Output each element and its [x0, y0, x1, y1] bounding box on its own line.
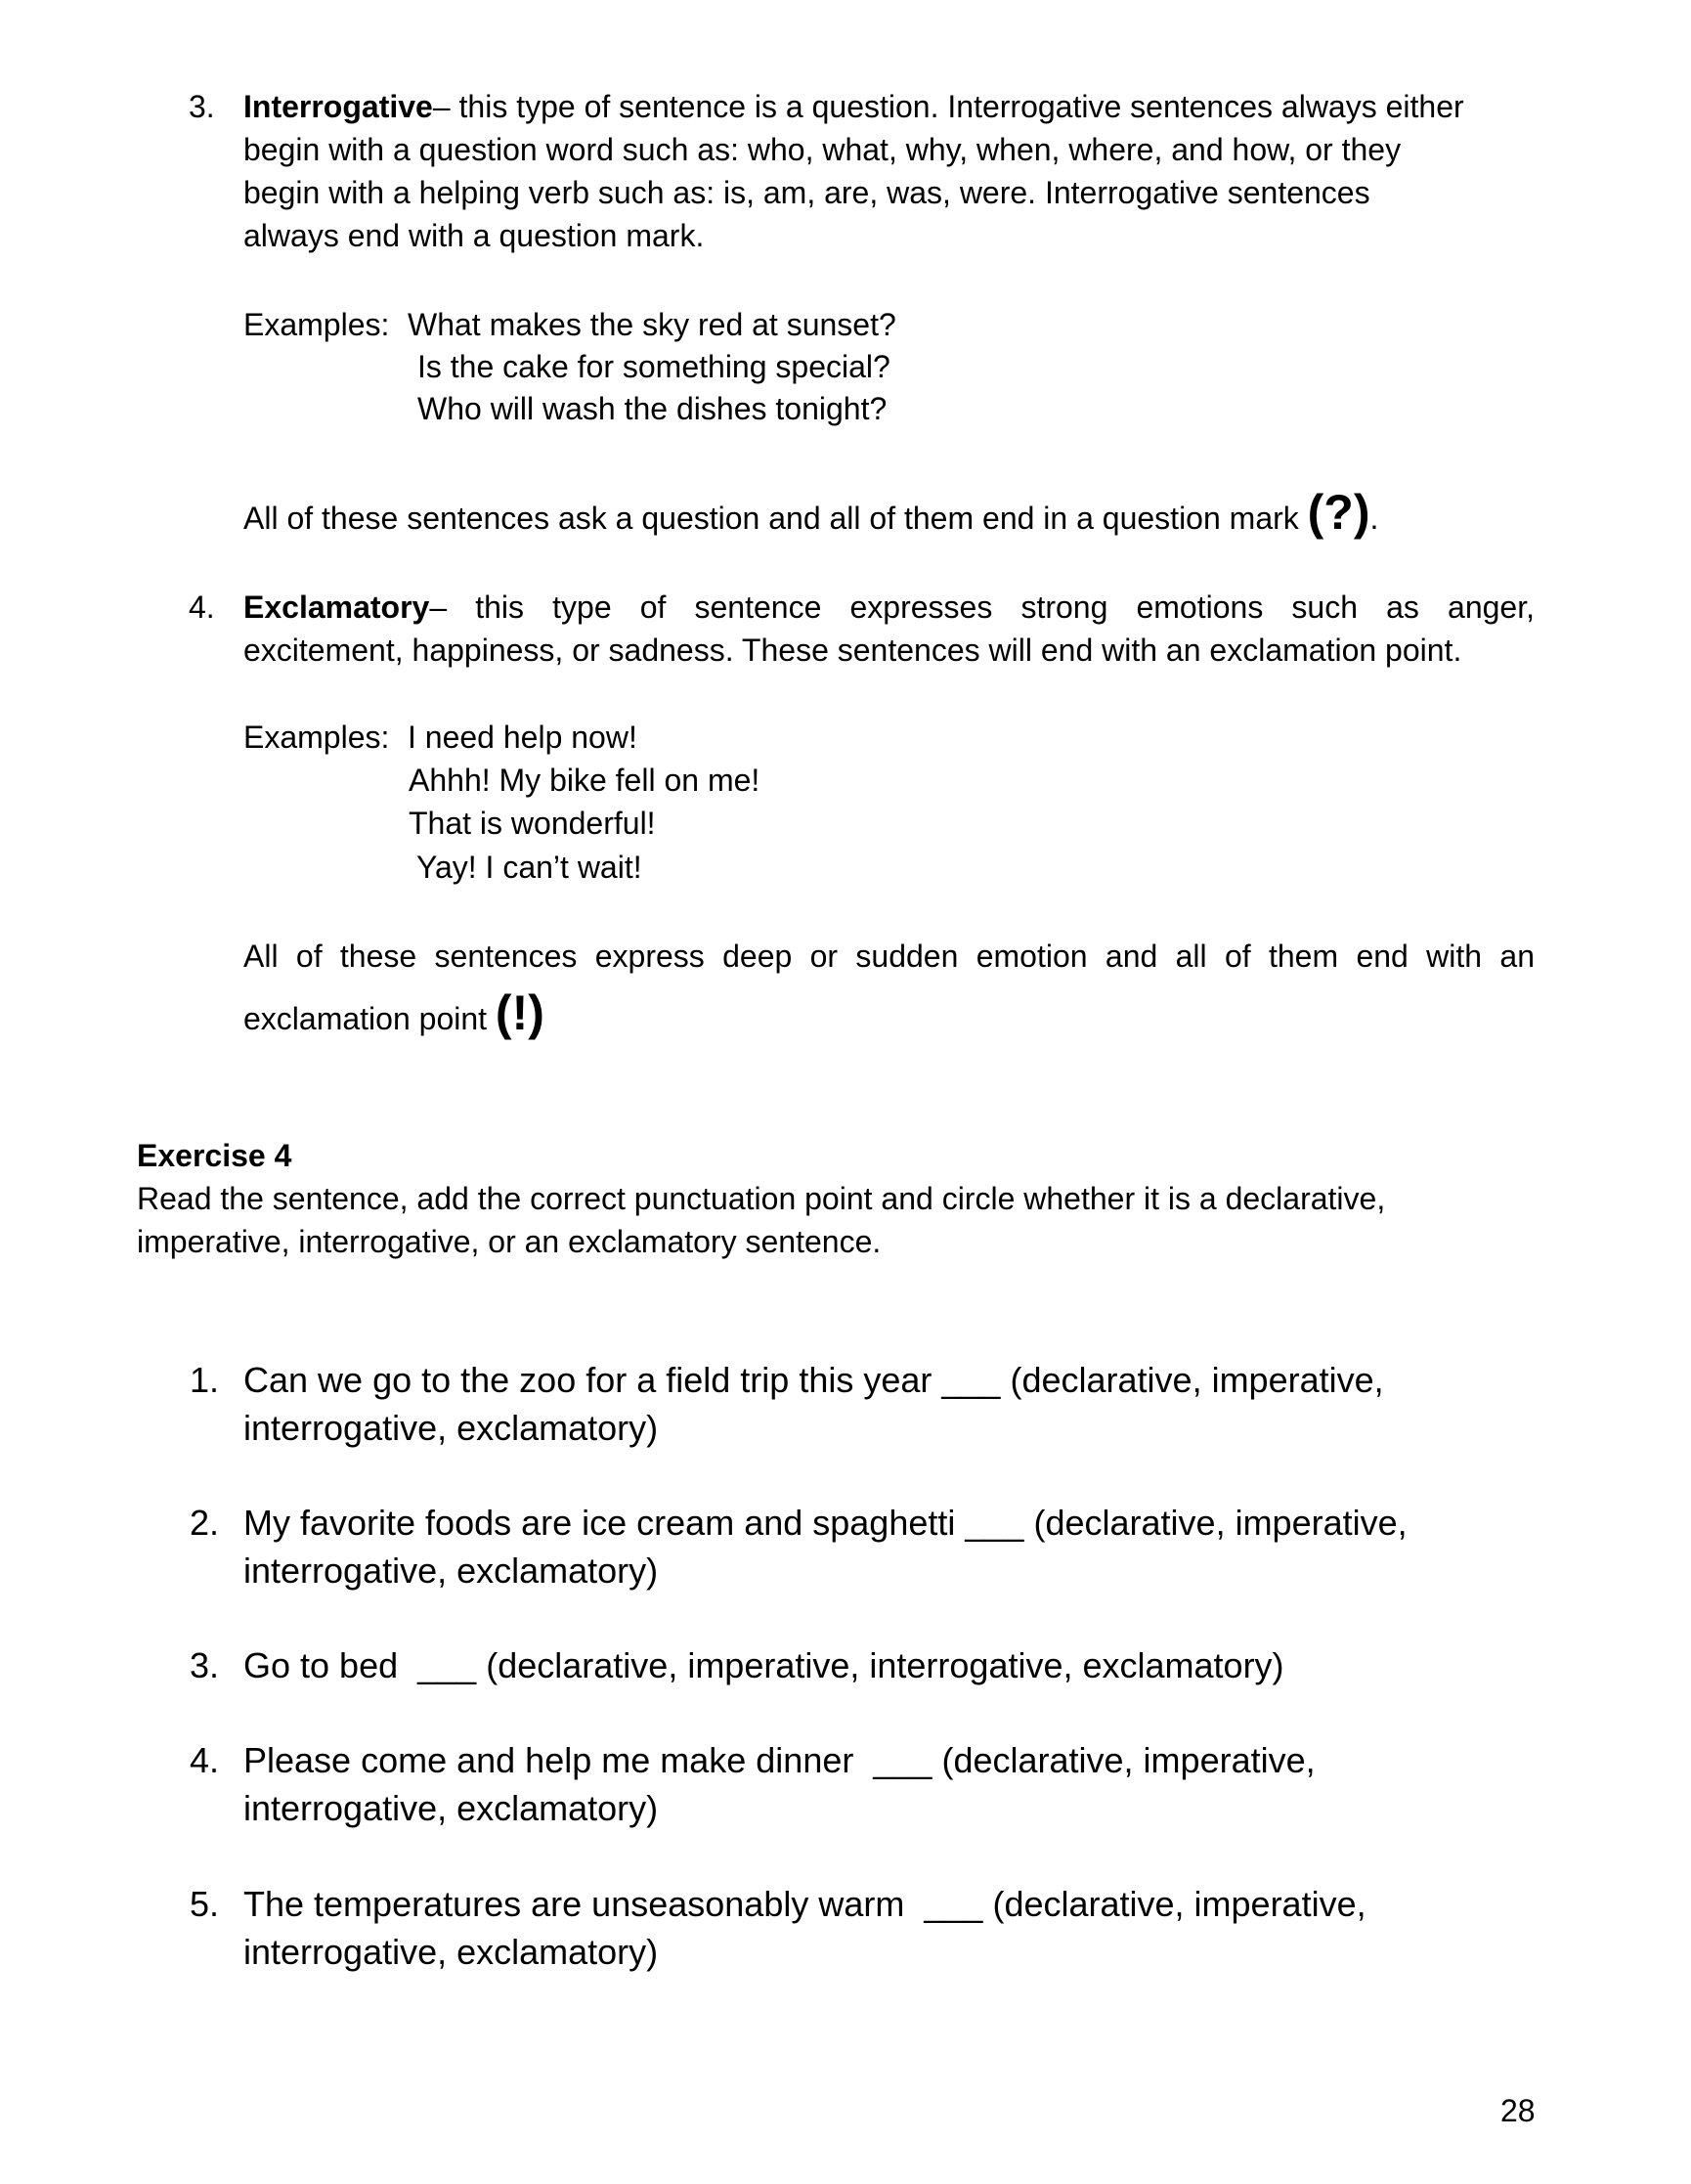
item-options[interactable]: interrogative, exclamatory) [243, 1788, 659, 1828]
item-options[interactable]: (declarative, imperative, [1033, 1503, 1408, 1543]
answer-blank[interactable]: ___ [965, 1503, 1024, 1543]
exclamation-point-symbol: (!) [495, 985, 544, 1040]
item-line [243, 1884, 1366, 1924]
answer-blank[interactable]: ___ [417, 1645, 477, 1685]
exercise-title: Exercise 4 [137, 1138, 292, 1173]
interrogative-definition-line: Interrogative– this type of sentence is a question. Interrogative sentences always either [243, 89, 1464, 124]
item-options[interactable]: (declarative, imperative, interrogative, exclamatory) [486, 1645, 1284, 1685]
answer-blank[interactable]: ___ [941, 1360, 1001, 1400]
term-exclamatory: Exclamatory [243, 590, 430, 625]
item-line [243, 1740, 1316, 1780]
item-sentence: Please come and help me make dinner [243, 1740, 854, 1780]
item-number: 5. [190, 1884, 220, 1924]
item-number: 4. [190, 1740, 220, 1780]
term-interrogative: Interrogative [243, 89, 433, 124]
example-sentence: Who will wash the dishes tonight? [417, 391, 888, 426]
exclamatory-summary-line: exclamation point (!) [243, 985, 544, 1040]
example-sentence: Ahhh! My bike fell on me! [409, 763, 760, 798]
item-line [243, 1360, 1384, 1400]
example-sentence: Is the cake for something special? [417, 349, 890, 384]
example-sentence: What makes the sky red at sunset? [408, 307, 896, 342]
item-number: 1. [190, 1360, 220, 1400]
exclamatory-summary-line: All of these sentences express deep or sudden emotion and all of them end with an [243, 939, 1535, 974]
interrogative-definition-line: begin with a question word such as: who, what, why, when, where, and how, or they [243, 132, 1402, 167]
item-number: 2. [190, 1503, 220, 1543]
item-line [243, 1645, 1284, 1685]
item-options[interactable]: (declarative, imperative, [992, 1884, 1366, 1924]
item-options[interactable]: interrogative, exclamatory) [243, 1408, 659, 1448]
example-sentence: I need help now! [408, 720, 637, 755]
examples-label: Examples: [243, 307, 390, 342]
exercise-instructions: imperative, interrogative, or an exclamatory sentence. [137, 1224, 882, 1259]
item-sentence: Go to bed [243, 1645, 399, 1685]
exclamatory-definition-line: excitement, happiness, or sadness. These sentences will end with an exclamation point. [243, 633, 1462, 668]
examples-label: Examples: [243, 720, 390, 755]
interrogative-definition-line: always end with a question mark. [243, 218, 705, 253]
exercise-instructions: Read the sentence, add the correct punctuation point and circle whether it is a declarative, [137, 1181, 1386, 1216]
example-sentence: That is wonderful! [409, 806, 656, 841]
item-options[interactable]: interrogative, exclamatory) [243, 1932, 659, 1972]
item-number: 3. [190, 1645, 220, 1685]
page-number: 28 [1500, 2093, 1536, 2128]
answer-blank[interactable]: ___ [924, 1884, 983, 1924]
interrogative-summary: All of these sentences ask a question and all of them end in a question mark (?). [243, 485, 1379, 540]
example-sentence: Yay! I can’t wait! [416, 850, 642, 885]
item-options[interactable]: (declarative, imperative, [1010, 1360, 1384, 1400]
exclamatory-definition-line: Exclamatory– this type of sentence expresses strong emotions such as anger, [243, 590, 1535, 625]
question-mark-symbol: (?) [1307, 485, 1370, 540]
item-line [243, 1503, 1408, 1543]
item-sentence: The temperatures are unseasonably warm [243, 1884, 905, 1924]
list-number: 3. [189, 89, 215, 124]
item-options[interactable]: interrogative, exclamatory) [243, 1551, 659, 1591]
list-number: 4. [189, 590, 215, 625]
item-sentence: My favorite foods are ice cream and spaghetti [243, 1503, 956, 1543]
interrogative-definition-line: begin with a helping verb such as: is, am, are, was, were. Interrogative sentences [243, 175, 1370, 210]
answer-blank[interactable]: ___ [873, 1740, 932, 1780]
item-sentence: Can we go to the zoo for a field trip this year [243, 1360, 932, 1400]
item-options[interactable]: (declarative, imperative, [941, 1740, 1316, 1780]
